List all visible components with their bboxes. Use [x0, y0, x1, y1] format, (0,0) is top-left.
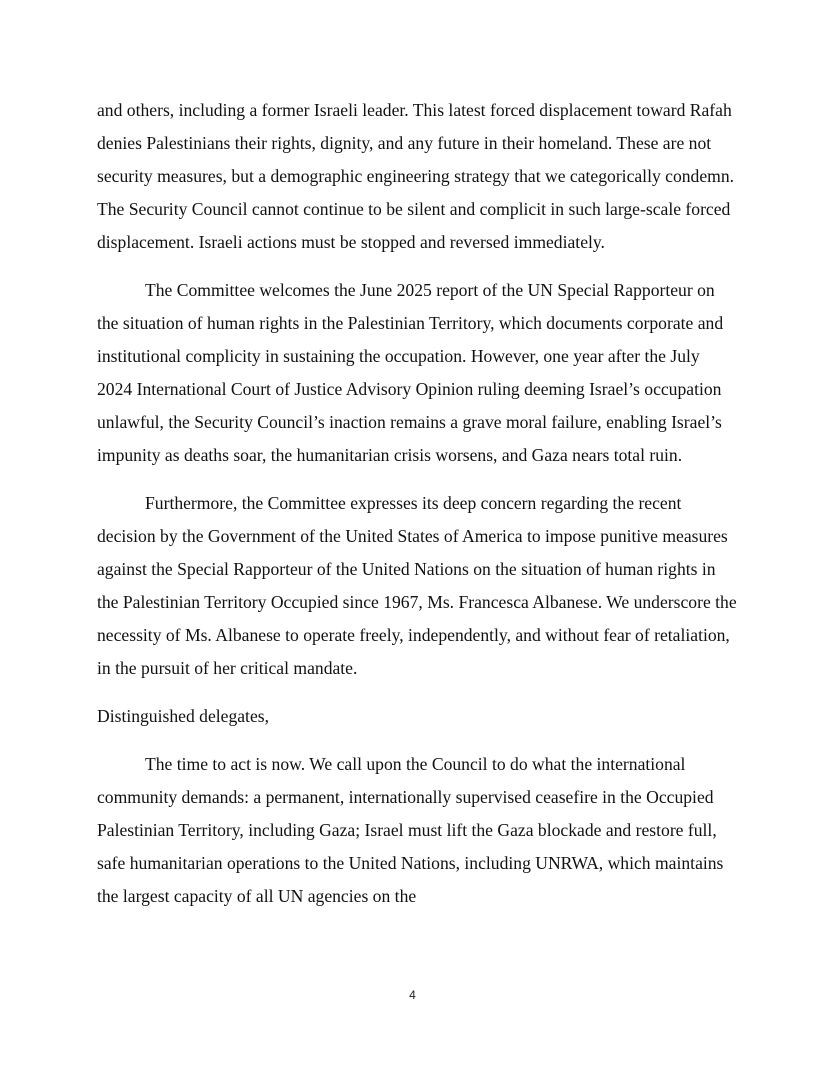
paragraph-time-to-act: The time to act is now. We call upon the Council to do what the international community demands: a permanent, internationally supervised ceasefire in the Occupied Palestinian Territory, including Gaza; Israel must lift the Gaza blockade and restore full, safe humanitarian operations to the United Nations, including UNRWA, which maintains the largest capacity of all UN agencies on the: [97, 754, 724, 906]
paragraph-committee-welcomes: The Committee welcomes the June 2025 report of the UN Special Rapporteur on the situation of human rights in the Palestinian Territory, which documents corporate and institutional complicity in sustaining the occupation. However, one year after the July 2024 International Court of Justice Advisory Opinion ruling deeming Israel’s occupation unlawful, the Security Council’s inaction remains a grave moral failure, enabling Israel’s impunity as deaths soar, the humanitarian crisis worsens, and Gaza nears total ruin.: [97, 280, 724, 465]
salutation: Distinguished delegates,: [97, 706, 269, 726]
paragraph-committee-concern: Furthermore, the Committee expresses its deep concern regarding the recent decision by the Government of the United States of America to impose punitive measures against the Special Rapporteur of the United Nations on the situation of human rights in the Palestinian Territory Occupied since 1967, Ms. Francesca Albanese. We underscore the necessity of Ms. Albanese to operate freely, independently, and without fear of retaliation, in the pursuit of her critical mandate.: [97, 493, 737, 678]
paragraph-continuation: and others, including a former Israeli leader. This latest forced displacement toward Rafah denies Palestinians their rights, dignity, and any future in their homeland. These are not security measures, but a demographic engineering strategy that we categorically condemn. The Security Council cannot continue to be silent and complicit in such large-scale forced displacement. Israeli actions must be stopped and reversed immediately.: [97, 100, 735, 252]
page-number: 4: [409, 988, 416, 1002]
document-body: [97, 94, 737, 928]
